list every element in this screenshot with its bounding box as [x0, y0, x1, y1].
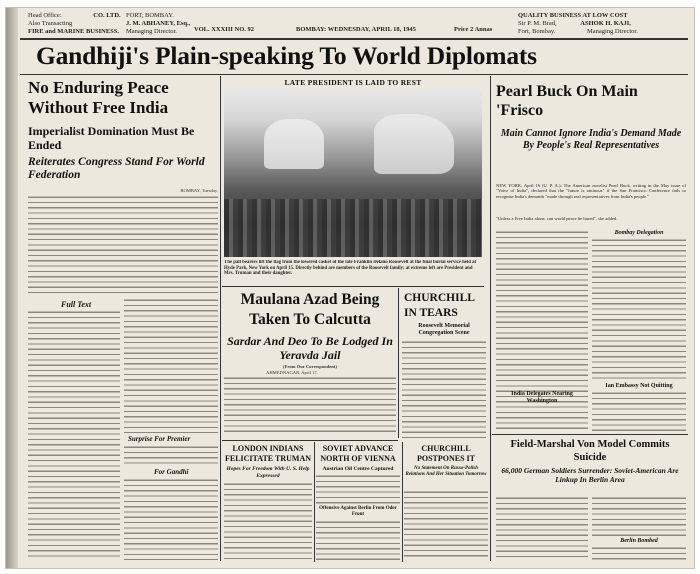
field-marshal-headline: Field-Marshal Von Model Commits Suicide [510, 439, 670, 463]
churchill-subhead: Roosevelt Memorial Congregation Scene [418, 323, 470, 336]
right-subhead-washington: India Delegates Nearing Washington [511, 391, 573, 404]
field-marshal-subhead: 66,000 German Soldiers Surrender: Soviet-American Are Linkup In Berlin Area [501, 466, 679, 484]
left-headline-3: Reiterates Congress Stand For World Federation [28, 156, 205, 181]
column-rule-soviet [314, 442, 315, 562]
masthead-director-role: Managing Director. [126, 28, 177, 35]
right-headline-2: Main Cannot Ignore India's Demand Made By People's Real Representatives [500, 128, 682, 151]
photo-crowd [224, 199, 482, 257]
churchill2-subhead: No Statement On Russo-Polish Relations And Her Situation Tomorrow [405, 466, 487, 477]
right-text-col2 [592, 238, 686, 380]
left-dateline: BOMBAY, Tuesday. [180, 188, 218, 193]
masthead-head-office: Head Office: [28, 12, 62, 19]
masthead-right-person2: ASHOK H. KAJI, [580, 20, 631, 27]
left-headline-1: No Enduring Peace Without Free India [28, 78, 169, 117]
masthead-transacting: Also Transacting [28, 20, 73, 27]
photo-caption: The pall bearers lift the flag from the lowered casket of the late Franklin Delano Roosevelt at the final burial service held at Hyde Park, New York on April 15. Directly behind are members of the Roosevelt family; at extreme left are President and Mrs. Truman and their daughter. [224, 260, 477, 277]
column-rule-left [220, 76, 221, 561]
soviet-text-2 [316, 520, 400, 560]
masthead-director-name: J. M. ABHANEY, Esq., [126, 20, 191, 27]
soviet-text [316, 474, 400, 504]
maulana-text [224, 376, 396, 436]
berlin-bombed-subhead: Berlin Bombed [620, 538, 658, 544]
right-quote: "Unless a Free India alone, can world peace be based", she added. [496, 216, 618, 221]
main-headline: Gandhiji's Plain-speaking To World Diplomats [36, 41, 537, 70]
churchill-text [402, 340, 486, 438]
column-rule-churchill2 [402, 442, 403, 562]
left-text-col2 [124, 298, 218, 433]
newspaper-page [6, 8, 694, 568]
maulana-dateline: AHMEDNAGAR, April 17. [266, 370, 318, 375]
berlin-bombed-text [592, 546, 686, 560]
field-marshal-text-1 [496, 496, 588, 560]
column-rule-right [490, 76, 491, 561]
churchill2-headline: CHURCHILL POSTPONES IT [416, 444, 475, 463]
right-subhead-delegation: Bombay Delegation [614, 230, 664, 236]
left-subhead-surprise: Surprise For Premier [128, 435, 191, 443]
masthead-fort: FORT, BOMBAY. [126, 12, 174, 19]
soviet-subhead: Austrian Oil Centre Captured [322, 466, 394, 472]
masthead-company: CO. LTD. [93, 12, 121, 19]
right-rule [492, 434, 688, 435]
right-subhead-embassy: Ian Embassy Not Quitting [605, 383, 673, 389]
left-text-col2c [124, 478, 218, 560]
left-subhead-full-text: Full Text [61, 300, 92, 309]
masthead-price: Price 2 Annas [454, 26, 493, 33]
right-dateline-text: NEW YORK, April 16 (U. P. A.): The American novelist Pearl Buck, writing in the May issue of "Voice of India", declared that the "future is ominous" if the San Francisco Conference fails to recognise India's demands "made through real representatives from India's people." [496, 183, 686, 199]
left-headline-2: Imperialist Domination Must Be Ended [28, 124, 195, 152]
masthead-dateline: BOMBAY: WEDNESDAY, APRIL 18, 1945 [296, 26, 416, 33]
field-marshal-text-2 [592, 496, 686, 536]
photo-highlight-2 [374, 114, 454, 174]
maulana-subhead: Sardar And Deo To Be Lodged In Yeravda Jail [227, 334, 393, 362]
masthead-business: FIRE and MARINE BUSINESS. [28, 28, 120, 35]
photo-highlight [264, 119, 324, 169]
masthead-volume: VOL. XXXIII NO. 92 [194, 26, 255, 33]
left-text-col1 [28, 310, 120, 560]
soviet-subhead-2: Offensive Against Berlin From Oder Front [319, 506, 397, 517]
soviet-headline: SOVIET ADVANCE NORTH OF VIENNA [320, 444, 396, 463]
churchill2-text [404, 490, 488, 560]
masthead-slogan: QUALITY BUSINESS AT LOW COST [518, 12, 628, 19]
headline-rule [20, 74, 688, 75]
left-subhead-gandhi: For Gandhi [154, 468, 189, 476]
masthead-rule [20, 38, 688, 40]
london-indians-text [224, 482, 312, 560]
maulana-rule [222, 440, 398, 441]
masthead-right-person1: Sir P. M. Brad, [518, 20, 557, 27]
churchill-rule-left [398, 288, 399, 438]
funeral-photo [224, 89, 482, 257]
london-indians-subhead: Hopes For Freedom With U. S. Help Expressed [226, 466, 310, 479]
page-fold-shadow [6, 8, 18, 568]
masthead-right [518, 12, 678, 36]
maulana-byline: (From Our Correspondent) [283, 364, 337, 369]
maulana-headline: Maulana Azad Being Taken To Calcutta [240, 291, 380, 328]
right-headline-1: Pearl Buck On Main 'Frisco [496, 83, 638, 119]
masthead-right-role: Managing Director. [586, 28, 638, 35]
churchill-headline: CHURCHILL IN TEARS [404, 292, 475, 319]
left-text-col2b [124, 445, 218, 465]
photo-rule [222, 286, 484, 287]
left-article-text [28, 195, 218, 295]
right-text-col2b [592, 391, 686, 431]
london-indians-headline: LONDON INDIANS FELICITATE TRUMAN [224, 444, 311, 463]
photo-banner: LATE PRESIDENT IS LAID TO REST [284, 78, 422, 87]
masthead-right-place: Fort, Bombay. [518, 28, 556, 35]
